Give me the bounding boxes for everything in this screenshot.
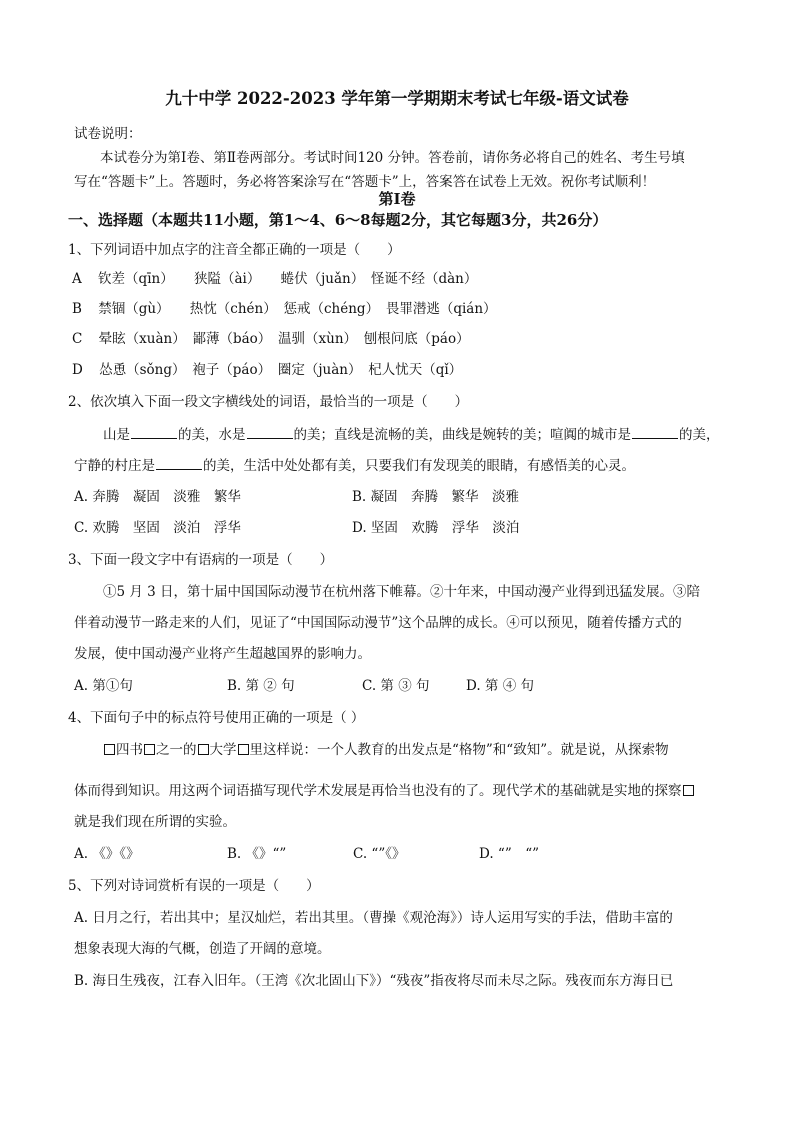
instructions-line-1: 本试卷分为第Ⅰ卷、第Ⅱ卷两部分。考试时间120 分钟。答卷前，请你务必将自己的姓名、考生号填	[100, 150, 685, 166]
q2-stem: 2、依次填入下面一段文字横线处的词语，最恰当的一项是（ ）	[68, 394, 469, 410]
q4-passage-line-1	[103, 741, 669, 759]
q1-option-a-label: A	[72, 271, 82, 287]
q3-option-c: C. 第 ③ 句	[362, 678, 430, 694]
q3-option-a: A. 第①句	[74, 678, 133, 694]
q1-option-c	[72, 330, 470, 348]
volume-title: 第Ⅰ卷	[378, 190, 416, 208]
q4-option-b: B. 《》“”	[227, 846, 287, 862]
exam-title: 九十中学 2022-2023 学年第一学期期末考试七年级-语文试卷	[165, 89, 629, 108]
q2-text-3: 的美；直线是流畅的美，曲线是婉转的美；喧阗的城市是	[293, 427, 631, 443]
q2-text-4: 的美，	[679, 427, 720, 443]
q4-punct-box-2	[144, 744, 155, 755]
q4-text-4: 里这样说：一个人教育的出发点是“格物”和“致知”。就是说，从探索物	[249, 742, 669, 758]
q4-option-d: D. “” “”	[479, 846, 540, 862]
q4-passage-line-2	[74, 782, 695, 800]
q1-option-d-text: 怂恿（sǒng） 袍子（páo） 圈定（juàn） 杞人忧天（qǐ）	[99, 362, 463, 378]
q3-stem: 3、下面一段文字中有语病的一项是（ ）	[68, 552, 334, 568]
q2-option-b: B. 凝固 奔腾 繁华 淡雅	[352, 489, 520, 505]
q4-text-3: 大学	[209, 742, 237, 758]
q1-stem: 1、下列词语中加点字的注音全都正确的一项是（ ）	[68, 242, 401, 258]
q2-text-5: 宁静的村庄是	[74, 458, 155, 474]
q4-text-5: 体而得到知识。用这两个词语描写现代学术发展是再恰当也没有的了。现代学术的基础就是实地的探察	[74, 783, 682, 799]
q5-stem: 5、下列对诗词赏析有误的一项是（ ）	[68, 878, 320, 894]
q5-option-a-line-2: 想象表现大海的气概，创造了开阔的意境。	[74, 941, 331, 957]
q5-option-a-line-1: A. 日月之行，若出其中；星汉灿烂，若出其里。（曹操《观沧海》）诗人运用写实的手法，借助丰富的	[74, 910, 673, 926]
section-1-heading: 一、选择题（本题共11小题，第1～4、6～8每题2分，其它每题3分，共26分）	[68, 211, 608, 229]
q2-text-2: 的美，水是	[178, 427, 246, 443]
instructions-line-2: 写在“答题卡”上。答题时，务必将答案涂写在“答题卡”上，答案答在试卷上无效。祝你考试顺利！	[74, 174, 656, 190]
q2-option-a: A. 奔腾 凝固 淡雅 繁华	[74, 489, 241, 505]
q3-passage-line-2: 伴着动漫节一路走来的人们，见证了“中国国际动漫节”这个品牌的成长。④可以预见，随着传播方式的	[74, 615, 682, 631]
q4-punct-box-1	[104, 744, 115, 755]
q1-option-a-text: 钦差（qīn） 狭隘（ài） 蜷伏（juǎn） 怪诞不经（dàn）	[98, 271, 478, 287]
q3-passage-line-3: 发展，使中国动漫产业将产生超越国界的影响力。	[74, 646, 371, 662]
q1-option-b	[72, 300, 497, 318]
q1-option-a	[72, 270, 477, 288]
q5-option-b-line-1: B. 海日生残夜，江春入旧年。（王湾《次北固山下》）“残夜”指夜将尽而未尽之际。残夜而东方海日已	[74, 973, 674, 989]
q2-blank-3	[632, 425, 678, 439]
q2-blank-1	[131, 425, 177, 439]
q4-text-1: 四书	[116, 742, 143, 758]
q2-blank-2	[247, 425, 293, 439]
q1-option-d	[72, 361, 462, 379]
q1-option-c-text: 晕眩（xuàn） 鄙薄（báo） 温驯（xùn） 刨根问底（páo）	[98, 331, 470, 347]
q1-option-b-text: 禁锢（gù） 热忱（chén） 惩戒（chéng） 畏罪潜逃（qián）	[98, 301, 497, 317]
q3-option-b: B. 第 ② 句	[227, 678, 295, 694]
q1-option-b-label: B	[72, 301, 82, 317]
q4-stem: 4、下面句子中的标点符号使用正确的一项是（ ）	[68, 710, 365, 726]
q4-punct-box-3	[198, 744, 209, 755]
q4-punct-box-5	[683, 785, 694, 796]
q1-option-c-label: C	[72, 331, 83, 347]
instructions-heading: 试卷说明：	[74, 126, 142, 142]
q2-text-1: 山是	[103, 427, 130, 443]
q4-option-c: C. “”《》	[353, 846, 406, 862]
q4-punct-box-4	[238, 744, 249, 755]
q2-option-d: D. 坚固 欢腾 浮华 淡泊	[352, 520, 520, 536]
q3-passage-line-1: ①5 月 3 日，第十届中国国际动漫节在杭州落下帷幕。②十年来，中国动漫产业得到迅猛发展。③陪	[103, 584, 701, 600]
q2-passage-line-1	[103, 425, 720, 444]
q4-text-2: 之一的	[156, 742, 197, 758]
q2-passage-line-2	[74, 456, 635, 475]
q2-blank-4	[156, 456, 202, 470]
q4-option-a: A. 《》《》	[74, 846, 140, 862]
q4-passage-line-3: 就是我们现在所谓的实验。	[74, 814, 236, 830]
q2-text-6: 的美，生活中处处都有美，只要我们有发现美的眼睛，有感悟美的心灵。	[203, 458, 635, 474]
q1-option-d-label: D	[72, 362, 83, 378]
q3-option-d: D. 第 ④ 句	[466, 678, 535, 694]
q2-option-c: C. 欢腾 坚固 淡泊 浮华	[74, 520, 241, 536]
